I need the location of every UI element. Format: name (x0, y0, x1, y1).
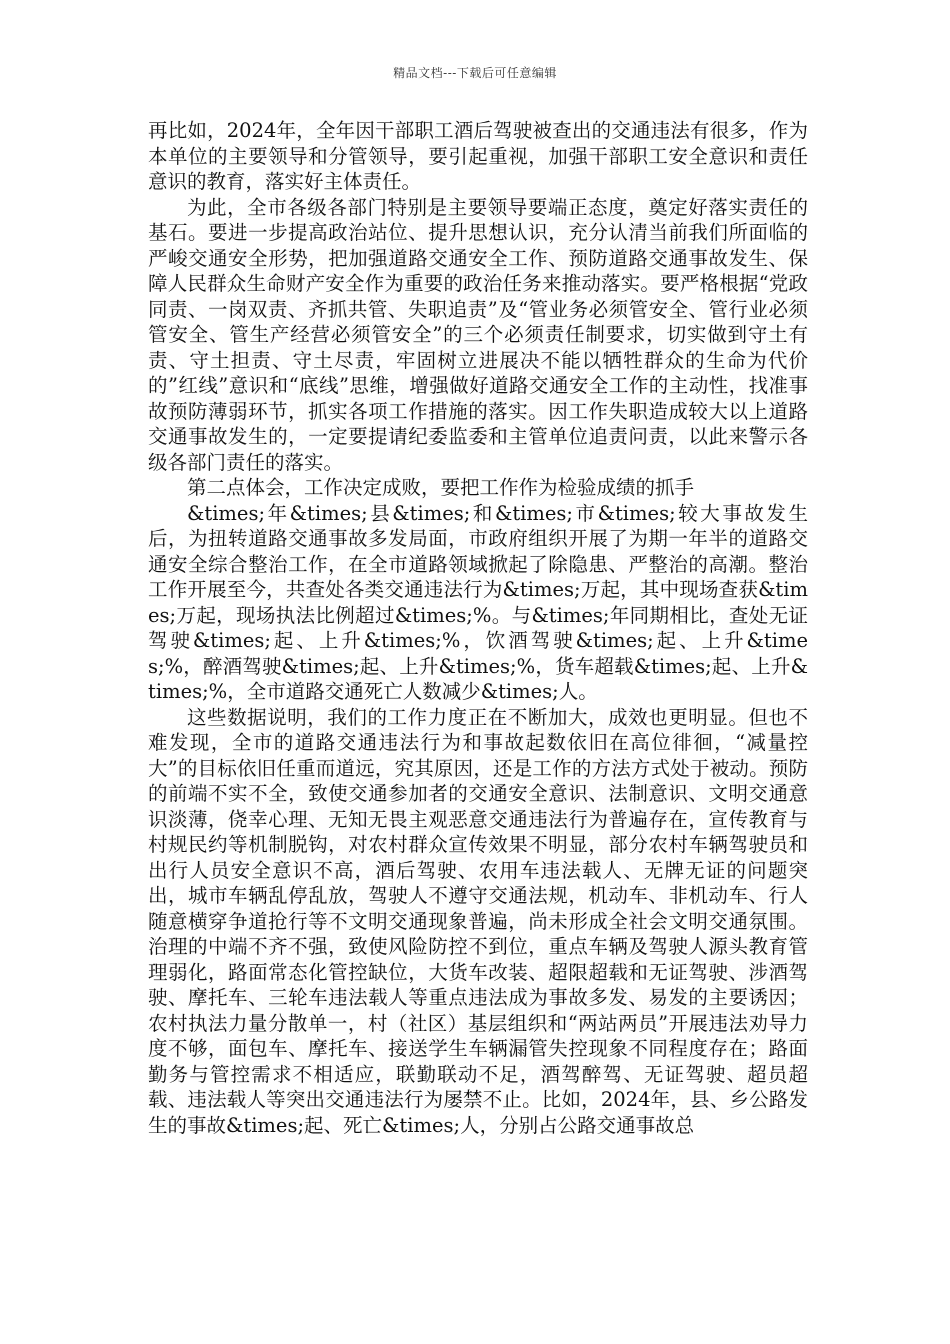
document-body (148, 118, 808, 1138)
paragraph-3-heading: 第二点体会，工作决定成败，要把工作作为检验成绩的抓手 (187, 476, 695, 499)
paragraph-2: 为此，全市各级各部门特别是主要领导要端正态度，奠定好落实责任的基石。要进一步提高政治站位、提升思想认识，充分认清当前我们所面临的严峻交通安全形势，把加强道路交通安全工作、预防道路交通事故发生、保障人民群众生命财产安全作为重要的政治任务来推动落实。要严格根据“党政同责、一岗双责、齐抓共管、失职追责”及“管业务必须管安全、管行业必须管安全、管生产经营必须管安全”的三个必须责任制要求，切实做到守土有责、守土担责、守土尽责，牢固树立进展决不能以牺牲群众的生命为代价的”红线”意识和“底线”思维，增强做好道路交通安全工作的主动性，找准事故预防薄弱环节，抓实各项工作措施的落实。因工作失职造成较大以上道路交通事故发生的，一定要提请纪委监委和主管单位追责问责，以此来警示各级各部门责任的落实。 (148, 195, 808, 474)
paragraph-4: &times;年&times;县&times;和&times;市&times;较大事故发生后，为扭转道路交通事故多发局面，市政府组织开展了为期一年半的道路交通安全综合整治工作，在全市道路领域掀起了除隐患、严整治的高潮。整治工作开展至今，共查处各类交通违法行为&times;万起，其中现场查获&times;万起，现场执法比例超过&times;%。与&times;年同期相比，查处无证驾驶&times;起、上升&times;%，饮酒驾驶&times;起、上升&times;%，醉酒驾驶&times;起、上升&times;%，货车超载&times;起、上升&times;%，全市道路交通死亡人数减少&times;人。 (148, 501, 808, 703)
page-header: 精品文档---下载后可任意编辑 (393, 66, 557, 80)
paragraph-5: 这些数据说明，我们的工作力度正在不断加大，成效也更明显。但也不难发现，全市的道路交通违法行为和事故起数依旧在高位徘徊，“减量控大”的目标依旧任重而道远，究其原因，还是工作的方法方式处于被动。预防的前端不实不全，致使交通参加者的交通安全意识、法制意识、文明交通意识淡薄，侥幸心理、无知无畏主观恶意交通违法行为普遍存在，宣传教育与村规民约等机制脱钩，对农村群众宣传效果不明显，部分农村车辆驾驶员和出行人员安全意识不高，酒后驾驶、农用车违法载人、无牌无证的问题突出，城市车辆乱停乱放，驾驶人不遵守交通法规，机动车、非机动车、行人随意横穿争道抢行等不文明交通现象普遍，尚未形成全社会文明交通氛围。治理的中端不齐不强，致使风险防控不到位，重点车辆及驾驶人源头教育管理弱化，路面常态化管控缺位，大货车改装、超限超载和无证驾驶、涉酒驾驶、摩托车、三轮车违法载人等重点违法成为事故多发、易发的主要诱因；农村执法力量分散单一，村（社区）基层组织和“两站两员”开展违法劝导力度不够，面包车、摩托车、接送学生车辆漏管失控现象不同程度存在；路面勤务与管控需求不相适应，联勤联动不足，酒驾醉驾、无证驾驶、超员超载、违法载人等突出交通违法行为屡禁不止。比如，2024年，县、乡公路发生的事故&times;起、死亡&times;人，分别占公路交通事故总 (148, 705, 808, 1137)
paragraph-1: 再比如，2024年，全年因干部职工酒后驾驶被查出的交通违法有很多，作为本单位的主要领导和分管领导，要引起重视，加强干部职工安全意识和责任意识的教育，落实好主体责任。 (148, 119, 808, 193)
